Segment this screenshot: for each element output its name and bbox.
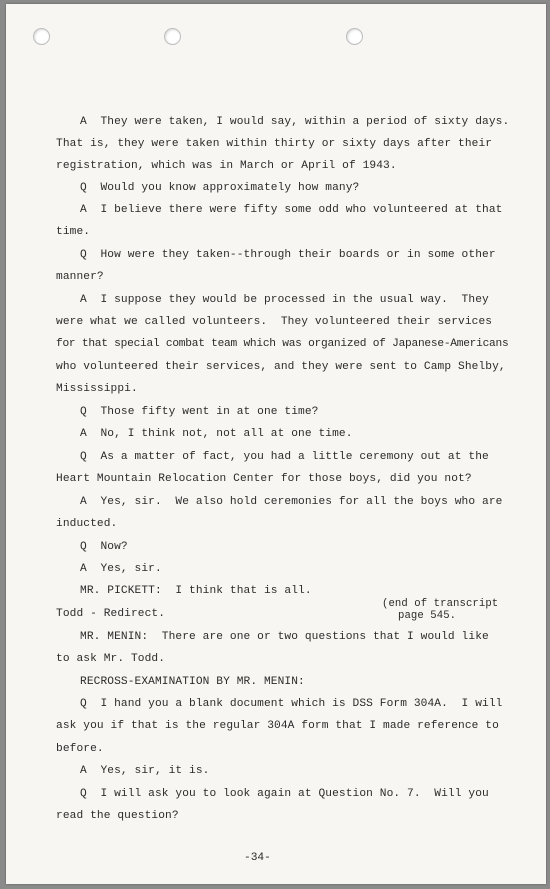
punch-hole [346,28,363,45]
text-line: Q How were they taken--through their boards or in some other [80,249,496,261]
text-line: who volunteered their services, and they were sent to Camp Shelby, [56,361,506,373]
text-line: A Yes, sir. [80,563,162,575]
text-line: A No, I think not, not all at one time. [80,428,353,440]
document-page [6,4,546,884]
text-line: Q Now? [80,541,128,553]
transcript-note: page 545. [398,610,457,622]
punch-hole [33,28,50,45]
text-line: read the question? [56,810,179,822]
text-line: time. [56,226,91,238]
text-line: Q As a matter of fact, you had a little ceremony out at the [80,451,489,463]
text-line: A They were taken, I would say, within a period of sixty days. [80,116,510,128]
text-line: inducted. [56,518,118,530]
text-line: before. [56,743,104,755]
text-line: A I suppose they would be processed in the usual way. They [80,294,489,306]
text-line: A Yes, sir, it is. [80,765,210,777]
text-line: MR. MENIN: There are one or two questions that I would like [80,631,489,643]
text-line: A Yes, sir. We also hold ceremonies for all the boys who are [80,496,503,508]
text-line: ask you if that is the regular 304A form that I made reference to [56,720,499,732]
text-line: Heart Mountain Relocation Center for those boys, did you not? [56,473,472,485]
text-line: for that special combat team which was organized of Japanese-Americans [56,338,509,350]
text-line: Q I will ask you to look again at Question No. 7. Will you [80,788,489,800]
punch-hole [164,28,181,45]
text-line: manner? [56,271,104,283]
text-line: Mississippi. [56,383,138,395]
text-line: were what we called volunteers. They volunteered their services [56,316,493,328]
transcript-note: (end of transcript [382,598,499,610]
text-line: Q Those fifty went in at one time? [80,406,319,418]
text-line: MR. PICKETT: I think that is all. [80,585,312,597]
page-number: -34- [244,852,271,864]
text-line: to ask Mr. Todd. [56,653,166,665]
text-line: Q Would you know approximately how many? [80,182,360,194]
text-line: Q I hand you a blank document which is DSS Form 304A. I will [80,698,503,710]
text-line: Todd - Redirect. [56,608,166,620]
text-line: registration, which was in March or April of 1943. [56,160,397,172]
section-heading: RECROSS-EXAMINATION BY MR. MENIN: [80,676,305,688]
text-line: A I believe there were fifty some odd who volunteered at that [80,204,503,216]
text-line: That is, they were taken within thirty or sixty days after their [56,138,493,150]
